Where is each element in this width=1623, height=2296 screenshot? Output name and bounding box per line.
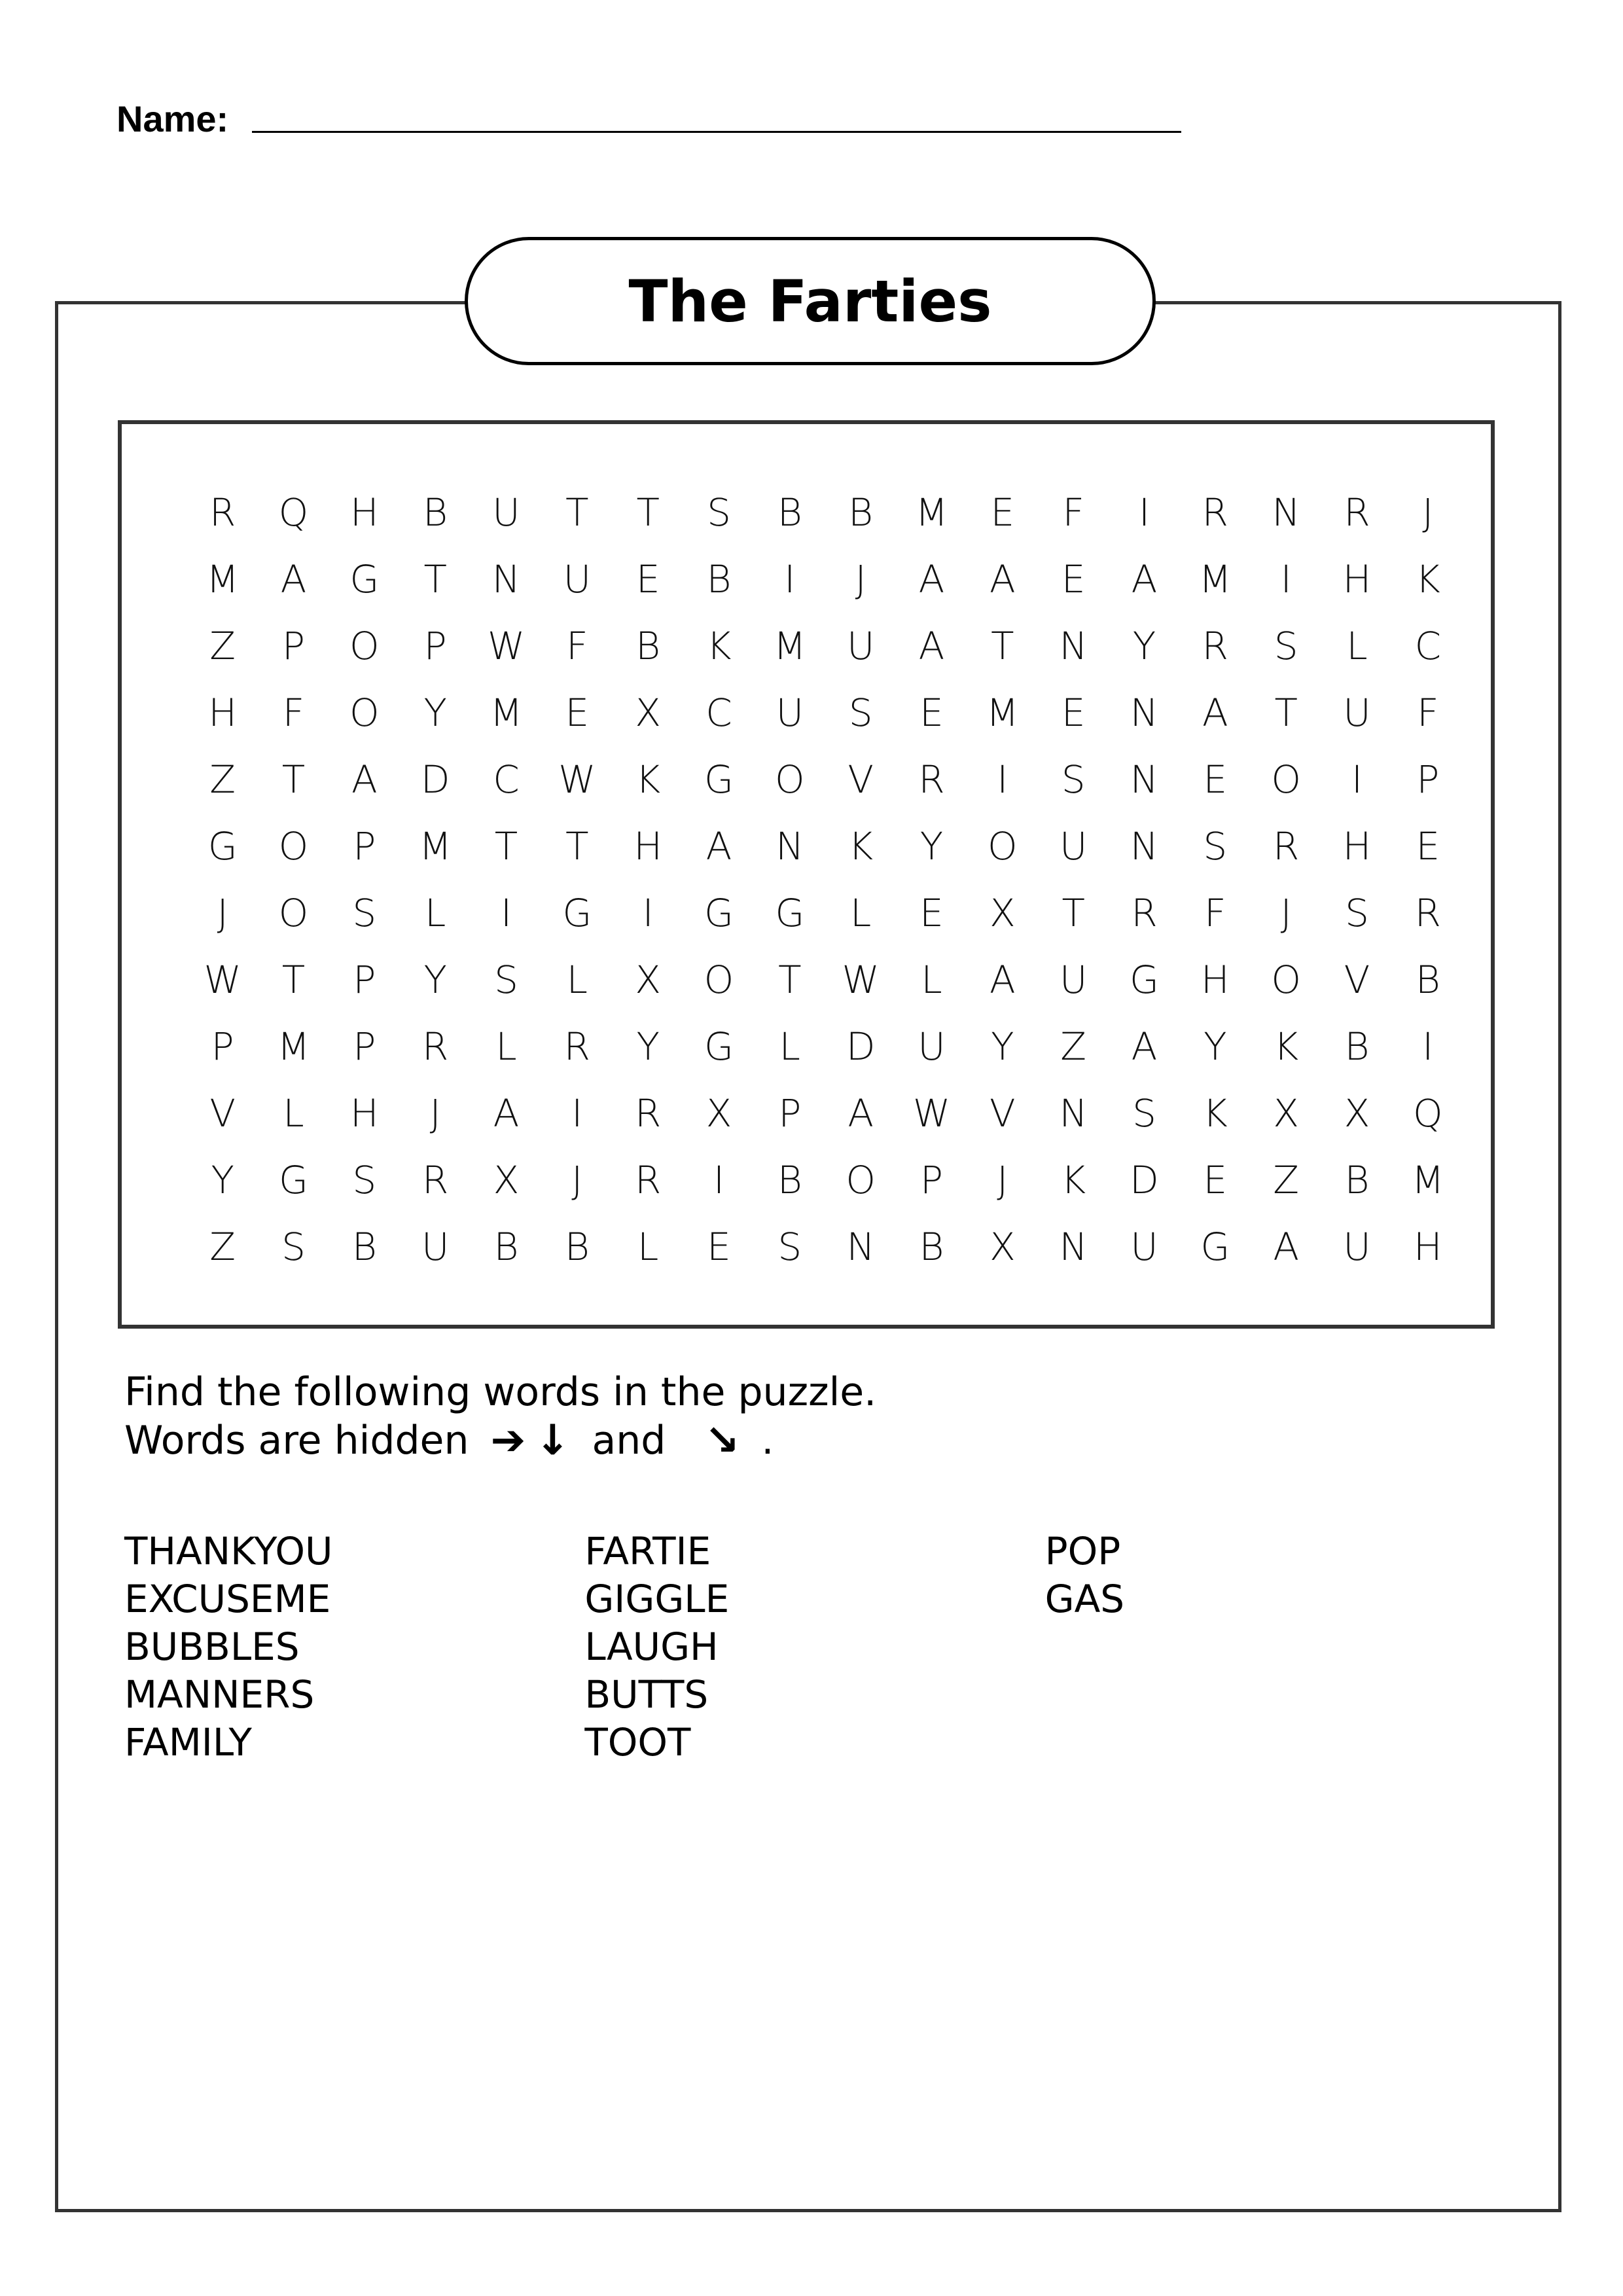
grid-letter: T [1274,691,1298,735]
grid-letter: B [635,624,661,668]
grid-letter: M [419,824,452,869]
grid-letter: L [566,958,588,1002]
grid-letter: T [991,624,1014,668]
grid-letter: S [281,1225,306,1269]
grid-letter: S [1345,891,1369,935]
grid-letter: G [704,891,734,935]
grid-letter: M [773,624,806,668]
grid-letter: P [353,958,376,1002]
grid-letter: B [1415,958,1440,1002]
grid-letter: U [421,1225,450,1269]
grid-letter: G [1200,1225,1230,1269]
grid-letter: K [635,757,661,802]
grid-letter: Y [919,824,944,869]
grid-letter: J [997,1158,1008,1202]
grid-letter: X [705,1091,732,1136]
grid-letter: R [563,1024,590,1069]
grid-letter: X [989,1225,1016,1269]
grid-letter: B [493,1225,519,1269]
grid-letter: U [1343,1225,1371,1269]
grid-letter: C [493,757,520,802]
grid-letter: F [1417,691,1439,735]
grid-letter: Y [1204,1024,1227,1069]
grid-letter: T [565,824,589,869]
grid-letter: I [784,557,796,601]
grid-letter: F [282,691,305,735]
grid-letter: W [487,624,526,668]
grid-letter: U [492,490,520,535]
grid-letter: T [281,757,306,802]
grid-letter: G [207,824,238,869]
grid-letter: N [1130,824,1159,869]
page-title: The Farties [628,267,992,335]
grid-letter: A [1131,557,1158,601]
grid-letter: T [565,490,589,535]
grid-letter: P [353,1024,376,1069]
and-text: and [592,1418,666,1463]
grid-letter: G [775,891,805,935]
grid-letter: O [349,691,380,735]
word-list-item: POP [1044,1529,1121,1573]
grid-letter: B [848,490,874,535]
grid-letter: B [564,1225,590,1269]
grid-letter: U [1059,824,1088,869]
grid-letter: I [713,1158,725,1202]
grid-letter: P [211,1024,234,1069]
grid-letter: S [1274,624,1298,668]
instructions-line2 [124,1416,876,1465]
grid-letter: R [918,757,945,802]
grid-letter: T [494,824,518,869]
grid-letter: E [919,691,944,735]
grid-letter: U [776,691,804,735]
grid-letter: W [558,757,596,802]
grid-letter: E [1416,824,1440,869]
grid-letter: R [1344,490,1370,535]
grid-letter: Y [423,691,447,735]
grid-letter: T [423,557,447,601]
grid-letter: L [637,1225,659,1269]
instructions [124,1368,876,1465]
grid-letter: O [349,624,380,668]
grid-letter: J [571,1158,583,1202]
grid-letter: A [705,824,732,869]
grid-letter: P [282,624,305,668]
grid-letter: M [915,490,948,535]
grid-letter: O [1271,958,1301,1002]
word-column [124,1528,584,1767]
grid-letter: K [1274,1024,1299,1069]
grid-letter: C [705,691,732,735]
grid-letter: X [1344,1091,1370,1136]
grid-letter: R [422,1158,449,1202]
grid-letter: U [846,624,875,668]
grid-letter: Z [1273,1158,1300,1202]
grid-letter: B [1344,1158,1370,1202]
grid-letter: B [919,1225,944,1269]
grid-letter: T [1061,891,1085,935]
grid-letter: Y [423,958,447,1002]
grid-letter: K [848,824,874,869]
grid-letter: X [989,891,1016,935]
grid-letter: G [279,1158,308,1202]
grid-letter: J [429,1091,441,1136]
grid-letter: U [1130,1225,1158,1269]
grid-letter: R [209,490,236,535]
grid-letter: F [1062,490,1084,535]
grid-letter: D [846,1024,876,1069]
grid-letter: E [1061,557,1086,601]
instructions-period: . [761,1418,774,1463]
grid-letter: X [1273,1091,1300,1136]
grid-letter: Z [209,624,236,668]
name-label: Name: [116,98,229,139]
grid-letter: S [1203,824,1228,869]
grid-letter: N [1130,691,1159,735]
grid-letter: N [1059,1225,1088,1269]
grid-letter: B [351,1225,377,1269]
grid-letter: A [280,557,307,601]
grid-letter: R [635,1158,662,1202]
name-field-row [116,85,228,137]
grid-letter: D [1130,1158,1159,1202]
grid-letter: R [1131,891,1158,935]
grid-letter: U [1343,691,1371,735]
grid-letter: H [208,691,237,735]
grid-letter: Z [209,757,236,802]
grid-letter: O [846,1158,876,1202]
word-list-item: GAS [1044,1577,1125,1621]
grid-letter: S [777,1225,802,1269]
grid-letter: L [850,891,872,935]
grid-letter: H [350,490,379,535]
word-list-item: BUBBLES [124,1624,300,1669]
grid-letter: B [777,490,802,535]
grid-letter: R [422,1024,449,1069]
word-list-item: GIGGLE [584,1577,730,1621]
grid-letter: K [1061,1158,1086,1202]
grid-letter: I [1351,757,1363,802]
grid-letter: Y [1132,624,1156,668]
grid-letter: O [1271,757,1301,802]
arrow-diagonal-icon: ↘ [704,1416,740,1465]
grid-letter: O [704,958,734,1002]
grid-letter: W [204,958,241,1002]
grid-letter: A [989,557,1016,601]
grid-letter: I [1138,490,1150,535]
grid-letter: N [491,557,521,601]
grid-letter: R [1202,490,1228,535]
grid-letter: E [635,557,660,601]
grid-letter: A [1202,691,1228,735]
grid-letter: A [847,1091,874,1136]
grid-letter: H [1342,557,1372,601]
grid-letter: W [842,958,880,1002]
grid-letter: B [423,490,448,535]
grid-letter: V [847,757,874,802]
grid-letter: G [562,891,592,935]
word-column [1045,1528,1505,1767]
grid-letter: T [778,958,802,1002]
grid-letter: P [1416,757,1440,802]
word-search-grid [187,479,1463,1280]
grid-letter: J [1422,490,1434,535]
grid-letter: K [1415,557,1440,601]
word-list-item: TOOT [584,1720,691,1765]
grid-letter: B [706,557,732,601]
word-list-item: FAMILY [124,1720,252,1765]
grid-letter: R [1273,824,1300,869]
grid-letter: A [493,1091,520,1136]
grid-letter: T [636,490,660,535]
grid-letter: L [921,958,942,1002]
grid-letter: I [1280,557,1292,601]
grid-letter: D [420,757,450,802]
grid-letter: M [277,1024,310,1069]
grid-letter: Y [636,1024,660,1069]
grid-letter: I [1422,1024,1434,1069]
grid-letter: N [1059,1091,1088,1136]
grid-letter: B [777,1158,802,1202]
grid-letter: A [918,624,945,668]
grid-letter: V [209,1091,236,1136]
grid-letter: X [635,691,662,735]
grid-letter: M [1411,1158,1444,1202]
grid-letter: F [1204,891,1226,935]
grid-letter: Q [1413,1091,1443,1136]
grid-letter: U [1059,958,1088,1002]
grid-letter: B [1344,1024,1370,1069]
grid-letter: G [349,557,380,601]
grid-letter: E [1203,1158,1228,1202]
grid-letter: E [565,691,590,735]
grid-letter: N [1059,624,1088,668]
grid-letter: H [633,824,662,869]
word-list-item: MANNERS [124,1672,315,1717]
grid-letter: M [490,691,523,735]
grid-letter: I [500,891,512,935]
grid-letter: J [1280,891,1292,935]
grid-letter: N [776,824,804,869]
word-list [124,1528,1505,1767]
grid-letter: E [1061,691,1086,735]
grid-letter: S [494,958,518,1002]
grid-letter: A [1131,1024,1158,1069]
grid-letter: X [635,958,662,1002]
grid-letter: R [635,1091,662,1136]
grid-letter: R [1414,891,1441,935]
grid-letter: S [352,1158,377,1202]
grid-letter: H [1201,958,1230,1002]
grid-letter: N [1272,490,1300,535]
grid-letter: N [1130,757,1159,802]
grid-letter: I [571,1091,583,1136]
instructions-line1: Find the following words in the puzzle. [124,1369,877,1415]
grid-letter: U [918,1024,946,1069]
grid-letter: Z [209,1225,236,1269]
grid-letter: E [919,891,944,935]
grid-letter: G [1130,958,1159,1002]
grid-letter: Q [278,490,309,535]
grid-letter: V [1344,958,1370,1002]
grid-letter: E [1203,757,1228,802]
grid-letter: O [775,757,805,802]
grid-letter: E [707,1225,731,1269]
grid-letter: H [1414,1225,1442,1269]
grid-letter: R [1202,624,1228,668]
grid-letter: I [997,757,1008,802]
word-column [584,1528,1044,1767]
grid-letter: M [1198,557,1232,601]
grid-letter: K [1202,1091,1228,1136]
grid-letter: F [566,624,588,668]
grid-letter: N [846,1225,875,1269]
grid-letter: P [778,1091,802,1136]
grid-letter: L [495,1024,517,1069]
grid-letter: P [423,624,447,668]
grid-letter: Z [1060,1024,1087,1069]
grid-letter: X [493,1158,520,1202]
arrow-down-icon: ↓ [535,1416,571,1465]
word-list-item: THANKYOU [124,1529,333,1573]
grid-letter: S [1132,1091,1156,1136]
grid-letter: T [281,958,306,1002]
grid-letter: I [642,891,654,935]
grid-letter: Y [211,1158,234,1202]
grid-letter: O [278,824,309,869]
grid-letter: G [704,757,734,802]
grid-letter: P [353,824,376,869]
grid-letter: K [706,624,732,668]
grid-letter: M [986,691,1019,735]
grid-letter: J [217,891,228,935]
grid-letter: O [278,891,309,935]
grid-letter: A [1273,1225,1299,1269]
title-banner [465,237,1156,365]
instructions-prefix: Words are hidden [124,1418,469,1463]
grid-letter: W [912,1091,951,1136]
grid-letter: A [918,557,945,601]
word-list-item: LAUGH [584,1624,719,1669]
grid-letter: H [1342,824,1372,869]
grid-letter: U [563,557,592,601]
word-list-item: BUTTS [584,1672,709,1717]
grid-letter: L [779,1024,800,1069]
word-list-item: EXCUSEME [124,1577,331,1621]
grid-letter: S [707,490,731,535]
grid-letter: A [351,757,378,802]
grid-letter: P [920,1158,943,1202]
grid-letter: S [848,691,873,735]
grid-letter: S [1061,757,1086,802]
grid-letter: L [283,1091,304,1136]
arrow-right-icon: ➔ [490,1416,526,1465]
grid-letter: V [989,1091,1016,1136]
grid-letter: O [988,824,1018,869]
grid-letter: H [350,1091,379,1136]
grid-letter: S [352,891,377,935]
grid-letter: J [855,557,866,601]
name-input-line[interactable] [252,131,1181,133]
grid-letter: L [1346,624,1368,668]
grid-letter: M [206,557,240,601]
grid-letter: C [1414,624,1442,668]
grid-letter: E [990,490,1015,535]
grid-letter: A [989,958,1016,1002]
grid-letter: L [425,891,446,935]
word-list-item: FARTIE [584,1529,711,1573]
grid-letter: Y [991,1024,1014,1069]
grid-letter: G [704,1024,734,1069]
